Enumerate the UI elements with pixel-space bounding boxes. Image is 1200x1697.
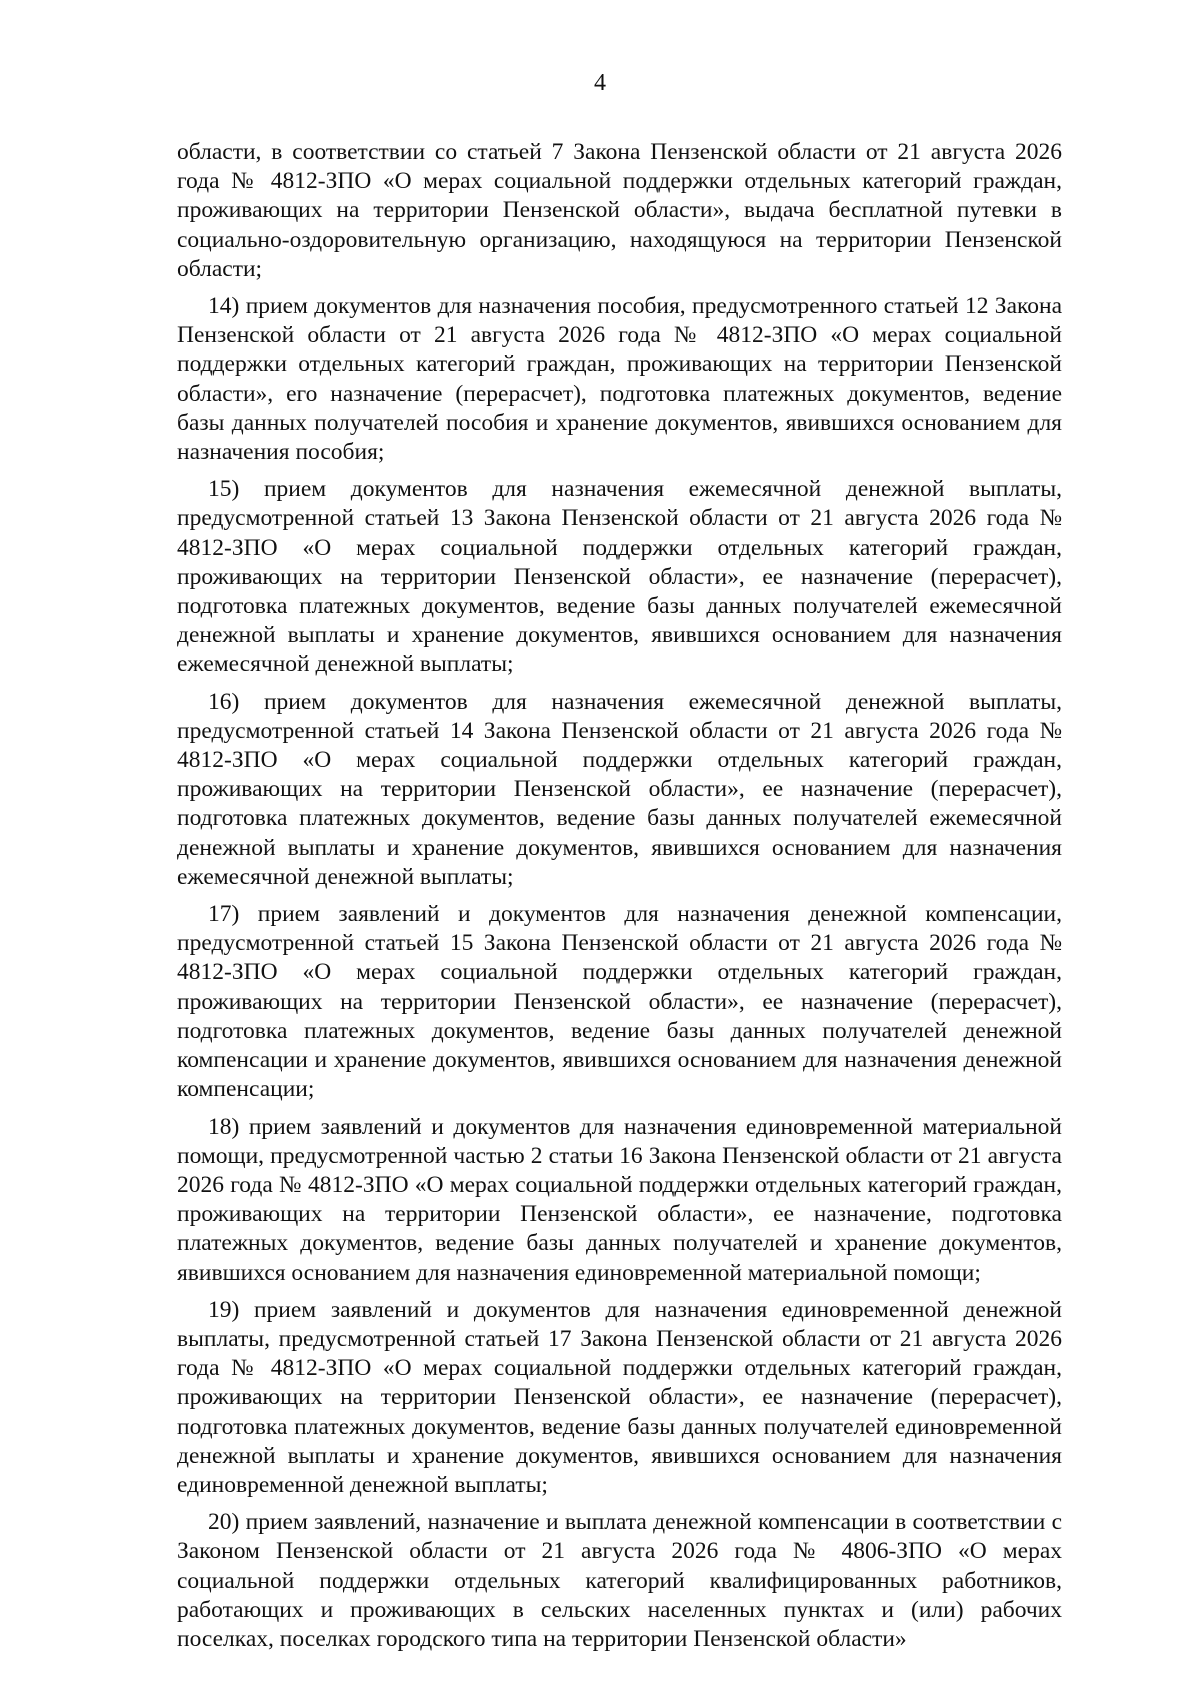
list-item-14: 14) прием документов для назначения пособия, предусмотренного статьей 12 Закона Пензенской области от 21 августа 2026 года № 4812-ЗПО «О мерах социальной поддержки отдельных категорий граждан, проживающих на территории Пензенской области», его назначение (перерасчет), подготовка платежных документов, ведение базы данных получателей пособия и хранение документов, явившихся основанием для назначения пособия;	[177, 293, 1062, 466]
list-item-18: 18) прием заявлений и документов для назначения единовременной материальной помощи, предусмотренной частью 2 статьи 16 Закона Пензенской области от 21 августа 2026 года № 4812-ЗПО «О мерах социальной поддержки отдельных категорий граждан, проживающих на территории Пензенской области», ее назначение, подготовка платежных документов, ведение базы данных получателей и хранение документов, явившихся основанием для назначения единовременной материальной помощи;	[177, 1113, 1062, 1286]
list-item-20: 20) прием заявлений, назначение и выплата денежной компенсации в соответствии с Законом Пензенской области от 21 августа 2026 года № 4806-ЗПО «О мерах социальной поддержки отдельных категорий квалифицированных работников, работающих и проживающих в сельских населенных пунктах и (или) рабочих поселках, поселках городского типа на территории Пензенской области»	[177, 1509, 1062, 1652]
list-item-17: 17) прием заявлений и документов для назначения денежной компенсации, предусмотренной статьей 15 Закона Пензенской области от 21 августа 2026 года № 4812-ЗПО «О мерах социальной поддержки отдельных категорий граждан, проживающих на территории Пензенской области», ее назначение (перерасчет), подготовка платежных документов, ведение базы данных получателей денежной компенсации и хранение документов, явившихся основанием для назначения денежной компенсации;	[177, 901, 1062, 1103]
list-item-19: 19) прием заявлений и документов для назначения единовременной денежной выплаты, предусмотренной статьей 17 Закона Пензенской области от 21 августа 2026 года № 4812-ЗПО «О мерах социальной поддержки отдельных категорий граждан, проживающих на территории Пензенской области», ее назначение (перерасчет), подготовка платежных документов, ведение базы данных получателей единовременной денежной выплаты и хранение документов, явившихся основанием для назначения единовременной денежной выплаты;	[177, 1296, 1062, 1498]
paragraph-continuation: области, в соответствии со статьей 7 Закона Пензенской области от 21 августа 2026 года № 4812-ЗПО «О мерах социальной поддержки отдельных категорий граждан, проживающих на территории Пензенской области», выдача бесплатной путевки в социально-оздоровительную организацию, находящуюся на территории Пензенской области;	[177, 139, 1062, 282]
list-item-16: 16) прием документов для назначения ежемесячной денежной выплаты, предусмотренной статьей 14 Закона Пензенской области от 21 августа 2026 года № 4812-ЗПО «О мерах социальной поддержки отдельных категорий граждан, проживающих на территории Пензенской области», ее назначение (перерасчет), подготовка платежных документов, ведение базы данных получателей ежемесячной денежной выплаты и хранение документов, явившихся основанием для назначения ежемесячной денежной выплаты;	[177, 688, 1062, 890]
document-body	[177, 138, 1062, 1662]
list-item-15: 15) прием документов для назначения ежемесячной денежной выплаты, предусмотренной статьей 13 Закона Пензенской области от 21 августа 2026 года № 4812-ЗПО «О мерах социальной поддержки отдельных категорий граждан, проживающих на территории Пензенской области», ее назначение (перерасчет), подготовка платежных документов, ведение базы данных получателей ежемесячной денежной выплаты и хранение документов, явившихся основанием для назначения ежемесячной денежной выплаты;	[177, 476, 1062, 678]
page-number: 4	[594, 70, 606, 96]
